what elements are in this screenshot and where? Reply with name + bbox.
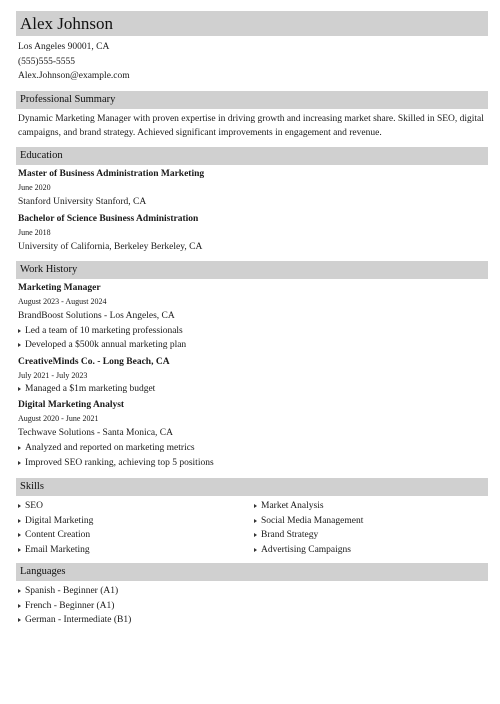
job-bullet: Analyzed and reported on marketing metrics <box>16 441 488 456</box>
phone: (555)555-5555 <box>18 56 75 67</box>
skill-item: Brand Strategy <box>252 528 488 543</box>
languages-list <box>16 584 488 628</box>
skill-item: Market Analysis <box>252 499 488 514</box>
job-company: BrandBoost Solutions - Los Angeles, CA <box>18 310 175 321</box>
summary-text: Dynamic Marketing Manager with proven expertise in driving growth and increasing market share. Skilled in SEO, digital campaigns, and brand strategy. Achieved significant improvements in engagement and revenue. <box>18 113 484 138</box>
skill-item: Content Creation <box>16 528 252 543</box>
skill-item: Digital Marketing <box>16 514 252 529</box>
candidate-name: Alex Johnson <box>16 11 488 36</box>
skills-list <box>16 499 488 557</box>
resume-page <box>16 11 488 628</box>
summary-heading: Professional Summary <box>16 91 488 109</box>
job-title: Marketing Manager <box>18 282 101 293</box>
education-entry <box>16 167 488 210</box>
job-bullet: Developed a $500k annual marketing plan <box>16 338 488 353</box>
job-entry <box>16 355 488 397</box>
education-entry <box>16 212 488 255</box>
skill-item: Email Marketing <box>16 543 252 558</box>
skill-item: Social Media Management <box>252 514 488 529</box>
job-title: CreativeMinds Co. - Long Beach, CA <box>18 356 170 367</box>
degree-title: Bachelor of Science Business Administration <box>18 213 199 224</box>
degree-date: June 2018 <box>18 227 51 237</box>
skill-item: SEO <box>16 499 252 514</box>
skills-column-left <box>16 499 252 557</box>
job-title: Digital Marketing Analyst <box>18 400 125 410</box>
job-date: August 2023 - August 2024 <box>18 296 107 306</box>
school-name: Stanford University Stanford, CA <box>18 196 147 207</box>
language-item: Spanish - Beginner (A1) <box>16 584 488 599</box>
job-date: August 2020 - June 2021 <box>18 414 99 423</box>
job-bullet: Improved SEO ranking, achieving top 5 positions <box>16 456 488 471</box>
job-company: Techwave Solutions - Santa Monica, CA <box>18 428 174 438</box>
email: Alex.Johnson@example.com <box>18 71 130 81</box>
job-entry <box>16 398 488 470</box>
job-bullets <box>16 441 488 470</box>
job-entry <box>16 281 488 353</box>
language-item: German - Intermediate (B1) <box>16 613 488 628</box>
address: Los Angeles 90001, CA <box>18 42 110 52</box>
skill-item: Advertising Campaigns <box>252 543 488 558</box>
work-history-heading: Work History <box>16 261 488 279</box>
job-bullet: Managed a $1m marketing budget <box>16 382 488 397</box>
job-bullets <box>16 382 488 397</box>
degree-date: June 2020 <box>18 182 51 192</box>
languages-heading: Languages <box>16 563 488 581</box>
skills-column-right <box>252 499 488 557</box>
language-item: French - Beginner (A1) <box>16 599 488 614</box>
job-bullet: Led a team of 10 marketing professionals <box>16 324 488 339</box>
school-name: University of California, Berkeley Berkeley, CA <box>18 241 203 252</box>
job-date: July 2021 - July 2023 <box>18 370 88 380</box>
job-bullets <box>16 324 488 353</box>
degree-title: Master of Business Administration Marketing <box>18 168 205 179</box>
education-heading: Education <box>16 147 488 165</box>
skills-heading: Skills <box>16 478 488 496</box>
